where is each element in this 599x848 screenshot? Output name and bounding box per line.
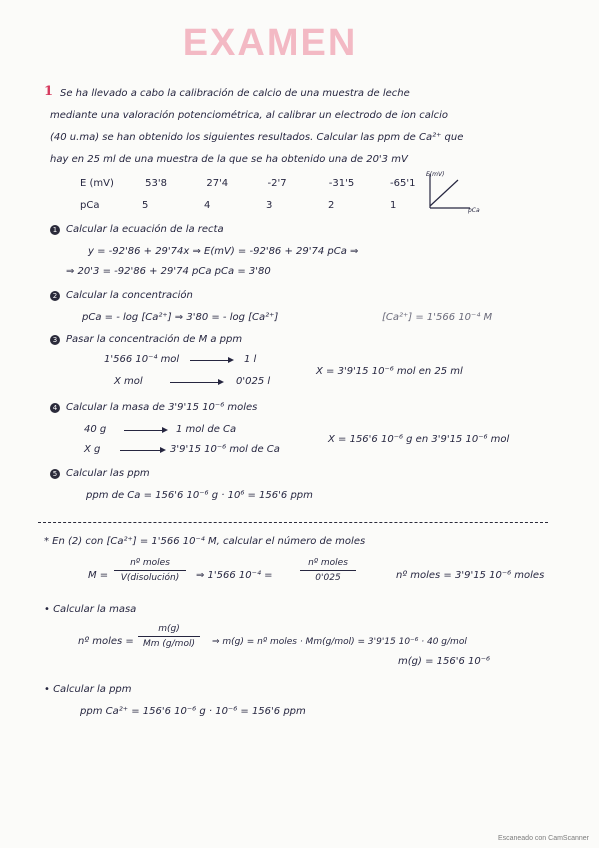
table-cell: -65'1 [389,178,416,189]
mass-right-2: 3'9'15 10⁻⁶ mol de Ca [170,444,280,455]
table-cell: E (mV) [80,178,114,189]
concentration-eq: pCa = - log [Ca²⁺] ⇒ 3'80 = - log [Ca²⁺] [82,312,279,323]
rule-left-2: X mol [114,376,143,387]
step-4-title: 4 Calcular la masa de 3'9'15 10⁻⁶ moles [50,402,257,414]
fraction-numerator: nº moles [130,558,170,568]
step-5-title: 5 Calcular las ppm [50,468,150,480]
mass-result: X = 156'6 10⁻⁶ g en 3'9'15 10⁻⁶ mol [328,434,510,445]
table-cell: 3 [266,200,273,211]
section-divider [38,522,548,523]
graph-x-label: pCa [468,207,480,214]
problem-number: 1 [44,84,54,99]
alt-intro: * En (2) con [Ca²⁺] = 1'566 10⁻⁴ M, calcular el número de moles [44,536,366,547]
fraction-mass-molar [138,624,200,649]
problem-line-1: Se ha llevado a cabo la calibración de calcio de una muestra de leche [60,88,410,99]
table-cell: -31'5 [328,178,355,189]
solve-pca: ⇒ 20'3 = -92'86 + 29'74 pCa pCa = 3'80 [66,266,271,277]
mass-left-1: 40 g [84,424,107,435]
alt-mass-title: • Calcular la masa [44,604,137,615]
step-number: 5 [50,469,60,479]
step-1-title: 1 Calcular la ecuación de la recta [50,224,224,236]
step-3-title: 3 Pasar la concentración de M a ppm [50,334,242,346]
alt-substitution: ⇒ 1'566 10⁻⁴ = [196,570,273,581]
problem-line-3: (40 u.ma) se han obtenido los siguientes resultados. Calcular las ppm de Ca²⁺ que [50,132,464,143]
table-cell: 4 [204,200,211,211]
step-2-title: 2 Calcular la concentración [50,290,193,302]
table-cell: 5 [142,200,149,211]
alt-ppm-eq: ppm Ca²⁺ = 156'6 10⁻⁶ g · 10⁻⁶ = 156'6 ppm [80,706,306,717]
table-cell: 27'4 [206,178,229,189]
fraction-denominator: 0'025 [315,573,341,583]
fraction-denominator: Mm (g/mol) [143,639,195,649]
table-row-emv [80,178,420,189]
problem-line-4: hay en 25 ml de una muestra de la que se ha obtenido una de 20'3 mV [50,154,408,165]
step-number: 1 [50,225,60,235]
page-title: EXAMEN [182,22,358,64]
step-number: 4 [50,403,60,413]
arrow-icon [124,430,166,431]
alt-ppm-title: • Calcular la ppm [44,684,132,695]
table-cell: 2 [328,200,335,211]
calibration-sketch [418,168,498,218]
alt-m-label: M = [88,570,109,581]
ppm-result: ppm de Ca = 156'6 10⁻⁶ g · 10⁶ = 156'6 ppm [86,490,313,501]
alt-mass-value: m(g) = 156'6 10⁻⁶ [398,656,491,667]
step-number: 2 [50,291,60,301]
table-cell: 1 [390,200,397,211]
table-cell: -2'7 [267,178,287,189]
alt-moles-result: nº moles = 3'9'15 10⁻⁶ moles [396,570,545,581]
alt-mass-eq: ⇒ m(g) = nº moles · Mm(g/mol) = 3'9'15 10⁻⁶ · 40 g/mol [212,637,467,647]
scanner-watermark: Escaneado con CamScanner [497,835,589,842]
moles-result: X = 3'9'15 10⁻⁶ mol en 25 ml [316,366,463,377]
rule-left-1: 1'566 10⁻⁴ mol [104,354,180,365]
fraction-denominator: V(disolución) [120,573,180,583]
rule-right-1: 1 l [244,354,257,365]
problem-line-2: mediante una valoración potenciométrica, al calibrar un electrodo de ion calcio [50,110,449,121]
table-row-pca [80,200,420,211]
table-cell: 53'8 [145,178,167,189]
fraction-moles-volume-2 [300,558,356,583]
arrow-icon [120,450,164,451]
line-equation: y = -92'86 + 29'74x ⇒ E(mV) = -92'86 + 29'74 pCa ⇒ [88,246,359,257]
graph-y-label: E(mV) [426,171,445,178]
alt-nmoles-label: nº moles = [78,636,134,647]
arrow-icon [190,360,232,361]
mass-left-2: X g [84,444,101,455]
fraction-numerator: nº moles [308,558,348,568]
concentration-result: [Ca²⁺] = 1'566 10⁻⁴ M [382,312,493,323]
rule-right-2: 0'025 l [236,376,271,387]
table-cell: pCa [80,200,100,211]
fraction-moles-volume [114,558,186,583]
mass-right-1: 1 mol de Ca [176,424,237,435]
fraction-numerator: m(g) [158,624,180,634]
step-number: 3 [50,335,60,345]
arrow-icon [170,382,222,383]
